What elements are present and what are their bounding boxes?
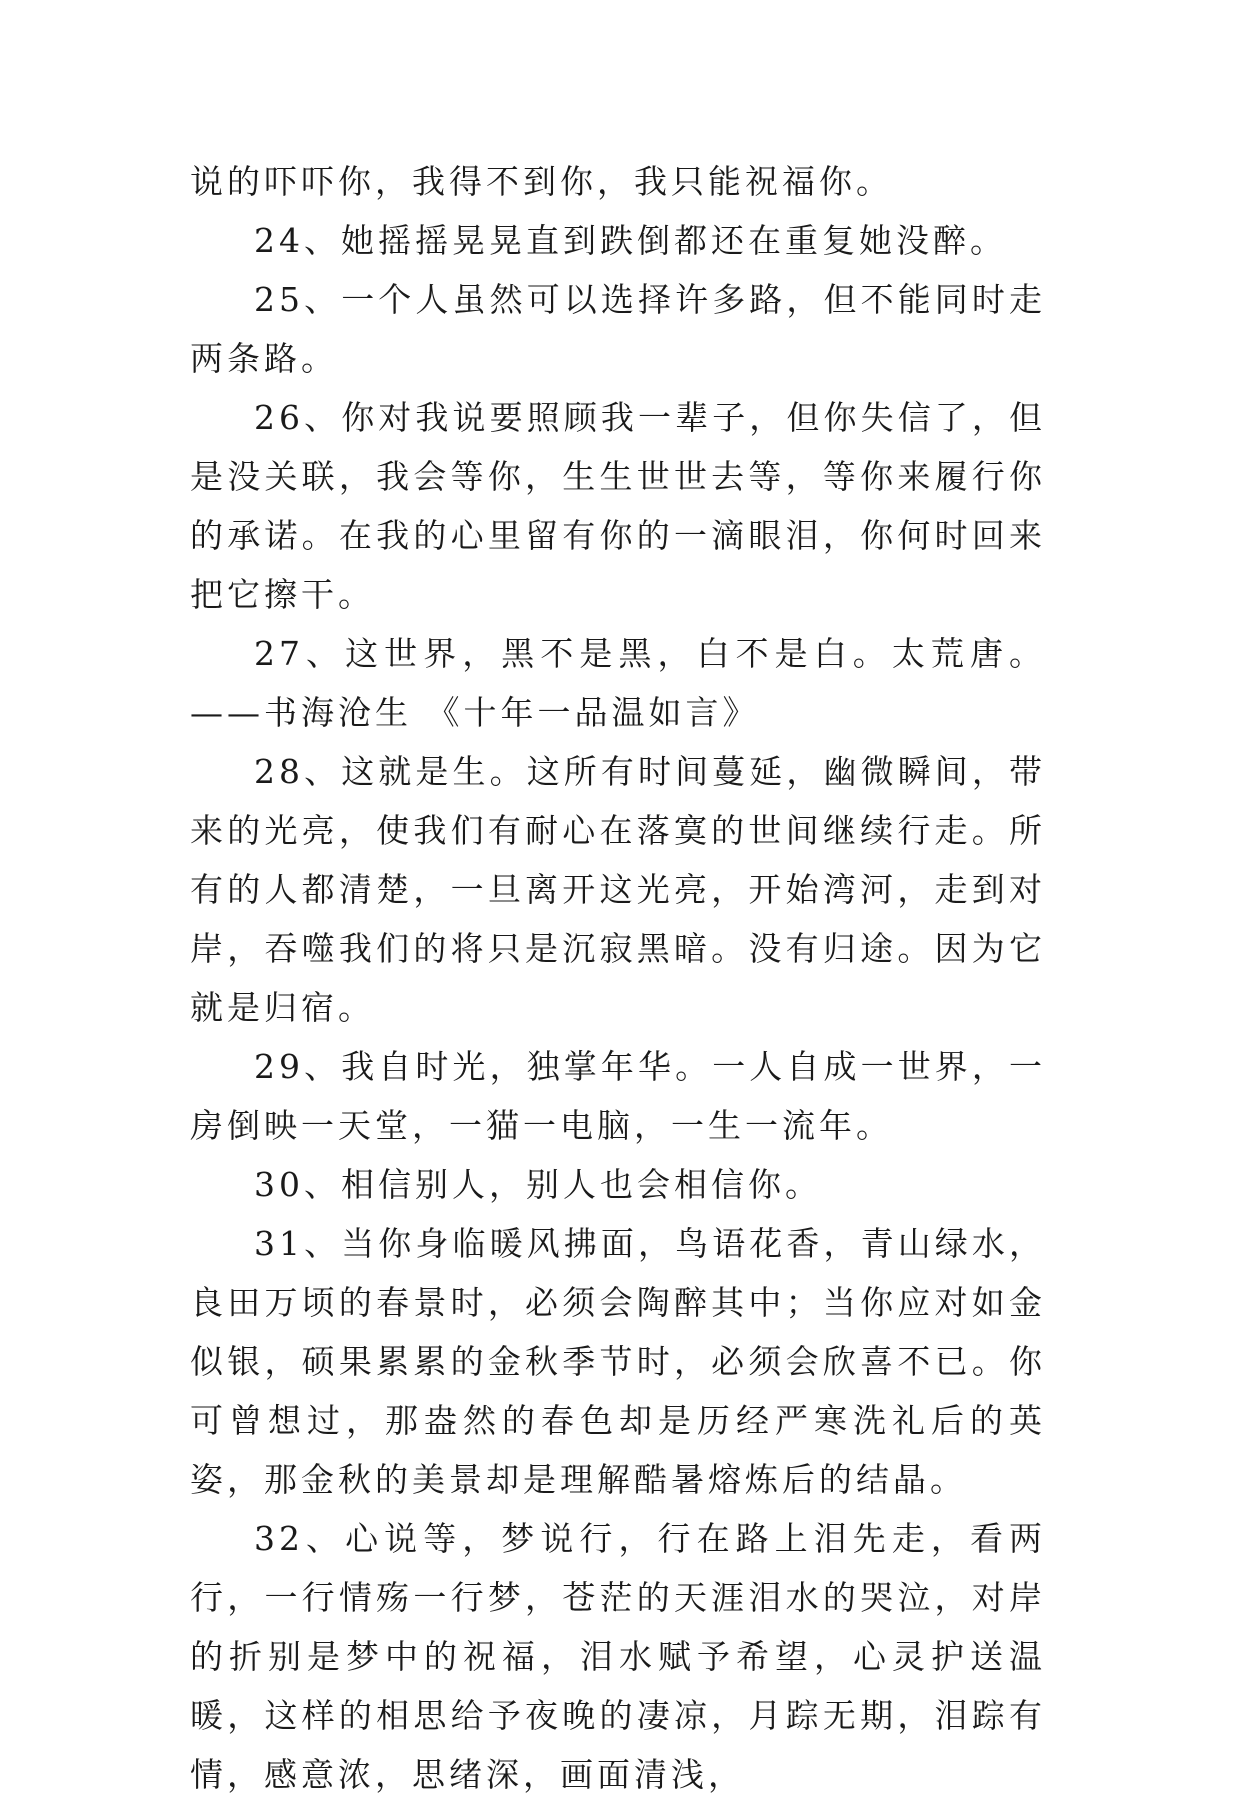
paragraph: 30、相信别人，别人也会相信你。 (254, 1165, 822, 1204)
paragraph: 26、你对我说要照顾我一辈子，但你失信了，但是没关联，我会等你，生生世世去等，等你来履行你的承诺。在我的心里留有你的一滴眼泪，你何时回来把它擦干。 (190, 398, 1046, 614)
paragraph: 29、我自时光，独掌年华。一人自成一世界，一房倒映一天堂，一猫一电脑，一生一流年。 (190, 1047, 1046, 1145)
paragraph: 说的吓吓你，我得不到你，我只能祝福你。 (190, 162, 893, 201)
paragraph: 25、一个人虽然可以选择许多路，但不能同时走两条路。 (190, 280, 1046, 378)
document-body (190, 152, 1046, 1804)
paragraph: 31、当你身临暖风拂面，鸟语花香，青山绿水，良田万顷的春景时，必须会陶醉其中；当你应对如金似银，硕果累累的金秋季节时，必须会欣喜不已。你可曾想过，那盎然的春色却是历经严寒洗礼后的英姿，那金秋的美景却是理解酷暑熔炼后的结晶。 (190, 1224, 1046, 1499)
paragraph: 27、这世界，黑不是黑，白不是白。太荒唐。 ——书海沧生 《十年一品温如言》 (190, 634, 1046, 732)
paragraph: 24、她摇摇晃晃直到跌倒都还在重复她没醉。 (254, 221, 1007, 260)
paragraph: 28、这就是生。这所有时间蔓延，幽微瞬间，带来的光亮，使我们有耐心在落寞的世间继续行走。所有的人都清楚，一旦离开这光亮，开始湾河，走到对岸，吞噬我们的将只是沉寂黑暗。没有归途。因为它就是归宿。 (190, 752, 1046, 1027)
paragraph: 32、心说等，梦说行，行在路上泪先走，看两行，一行情殇一行梦，苍茫的天涯泪水的哭泣，对岸的折别是梦中的祝福，泪水赋予希望，心灵护送温暖，这样的相思给予夜晚的凄凉，月踪无期，泪踪有情，感意浓，思绪深，画面清浅， (190, 1519, 1046, 1794)
